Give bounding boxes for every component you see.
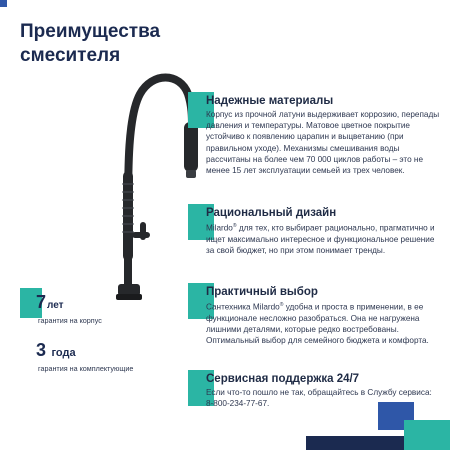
brand-name: Milardo bbox=[206, 223, 233, 233]
feature-heading: Рациональный дизайн bbox=[206, 207, 337, 219]
feature-text: Если что-то пошло не так, обращайтесь в Службу сервиса: 8-800-234-77-67. bbox=[206, 388, 432, 409]
title-line-1: Преимущества bbox=[20, 21, 161, 42]
feature-text-prefix: Сантехника bbox=[206, 302, 253, 312]
brand-name: Milardo bbox=[252, 302, 280, 312]
feature-heading: Сервисная поддержка 24/7 bbox=[206, 373, 360, 385]
registered-mark: ® bbox=[279, 302, 284, 308]
feature-heading: Практичный выбор bbox=[206, 286, 318, 298]
stat-warranty-parts bbox=[20, 340, 134, 373]
feature-design bbox=[206, 204, 441, 256]
feature-text-body: удобна и проста в применении, в ее функционале несложно разобраться. Она не нагружена лишними деталями, которые редко востребованы. Оптимальный выбор для семейного бюджета и комфорта. bbox=[206, 302, 429, 346]
feature-heading: Надежные материалы bbox=[206, 95, 334, 107]
feature-text bbox=[206, 300, 441, 347]
deco-block-teal bbox=[404, 420, 450, 450]
feature-practical bbox=[206, 283, 441, 347]
feature-text bbox=[206, 221, 441, 256]
feature-text: Корпус из прочной латуни выдерживает коррозию, перепады давления и температуры. Матовое цветное покрытие устойчиво к появлению царапин и выцветанию (при правильном уходе). Механизмы смешивания воды рассчитаны на более чем 70 000 циклов работы – это не менее 15 лет эксплуатации семьей из трех человек. bbox=[206, 110, 440, 176]
registered-mark: ® bbox=[232, 223, 237, 229]
stat-warranty-body bbox=[20, 292, 102, 325]
stat-caption: гарантия на комплектующие bbox=[38, 364, 134, 373]
feature-text-body: для тех, кто выбирает рационально, прагматично и ищет максимально интересное и функциональное решение за свой бюджет, но при этом понимает тренды. bbox=[206, 223, 435, 256]
stat-unit: года bbox=[51, 347, 76, 359]
feature-materials bbox=[206, 92, 441, 176]
stat-caption: гарантия на корпус bbox=[38, 316, 102, 325]
corner-accent bbox=[0, 0, 7, 7]
title-line-2: смесителя bbox=[20, 45, 121, 66]
stat-value: 7 bbox=[36, 292, 47, 312]
stat-value: 3 bbox=[36, 340, 47, 360]
stat-unit: лет bbox=[47, 300, 64, 311]
